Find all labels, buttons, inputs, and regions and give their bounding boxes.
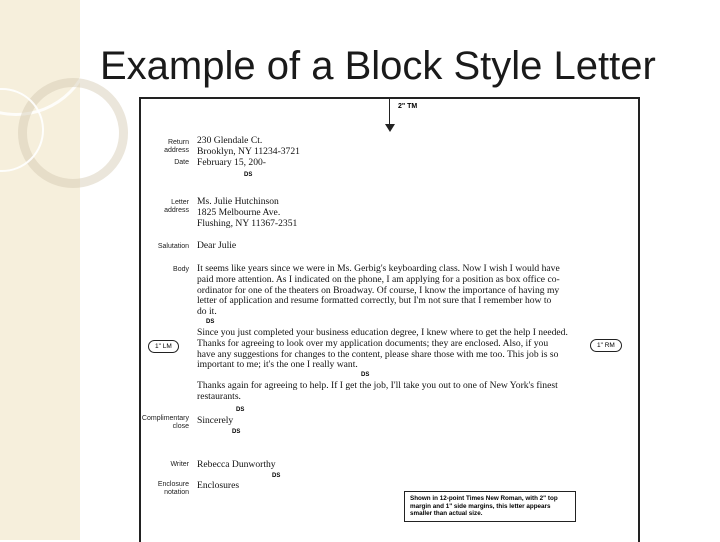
body-paragraph-2: Since you just completed your business education degree, I knew where to get the help I needed. Thanks for agreeing to look over my application documents; they are enclosed. Also, if you have any suggestions for changes to the content, please share those with me too. This job is so important to me; it's the one I really want. xyxy=(197,327,568,371)
label-salutation: Salutation xyxy=(157,243,189,250)
body-paragraph-1: It seems like years since we were in Ms. Gerbig's keyboarding class. Now I wish I would have paid more attention. As I indicated on the phone, I am applying for a position as box office co- ordinator for one of the theaters on Broadway. Of course, I know the importance of having my letter of application and resume formatted correctly, but I'm not sure that I remember how to do it. xyxy=(197,263,560,318)
label-complimentary-close: Complimentary close xyxy=(141,415,189,430)
size-note: Shown in 12-point Times New Roman, with 2" top margin and 1" side margins, this letter appears smaller than actual size. xyxy=(404,491,576,522)
complimentary-close: Sincerely xyxy=(197,415,234,426)
inside-address: Ms. Julie Hutchinson 1825 Melbourne Ave. Flushing, NY 11367-2351 xyxy=(197,196,298,229)
double-space-marker: DS xyxy=(361,372,370,378)
return-address: 230 Glendale Ct. Brooklyn, NY 11234-3721 xyxy=(197,135,300,157)
left-margin-indicator: 1" LM xyxy=(148,340,179,353)
label-writer: Writer xyxy=(170,461,189,468)
double-space-marker: DS xyxy=(272,473,281,479)
top-margin-arrow xyxy=(389,99,390,127)
label-return-address: Return address xyxy=(164,139,189,154)
body-paragraph-3: Thanks again for agreeing to help. If I get the job, I'll take you out to one of New York's finest restaurants. xyxy=(197,380,558,402)
top-margin-label: 2" TM xyxy=(398,103,418,110)
enclosure-notation: Enclosures xyxy=(197,480,240,491)
arrow-down-icon xyxy=(385,124,395,132)
double-space-marker: DS xyxy=(244,172,253,178)
writer-name: Rebecca Dunworthy xyxy=(197,459,276,470)
letter-date: February 15, 200- xyxy=(197,157,267,168)
label-letter-address: Letter address xyxy=(164,199,189,214)
double-space-marker: DS xyxy=(206,319,215,325)
label-enclosure-notation: Enclosure notation xyxy=(157,481,189,496)
double-space-marker: DS xyxy=(236,407,245,413)
double-space-marker: DS xyxy=(232,429,241,435)
salutation: Dear Julie xyxy=(197,240,237,251)
label-date: Date xyxy=(174,159,189,166)
right-margin-indicator: 1" RM xyxy=(590,339,622,352)
label-body: Body xyxy=(173,266,189,273)
slide-title: Example of a Block Style Letter xyxy=(100,44,656,88)
decorative-side-band xyxy=(0,0,80,540)
